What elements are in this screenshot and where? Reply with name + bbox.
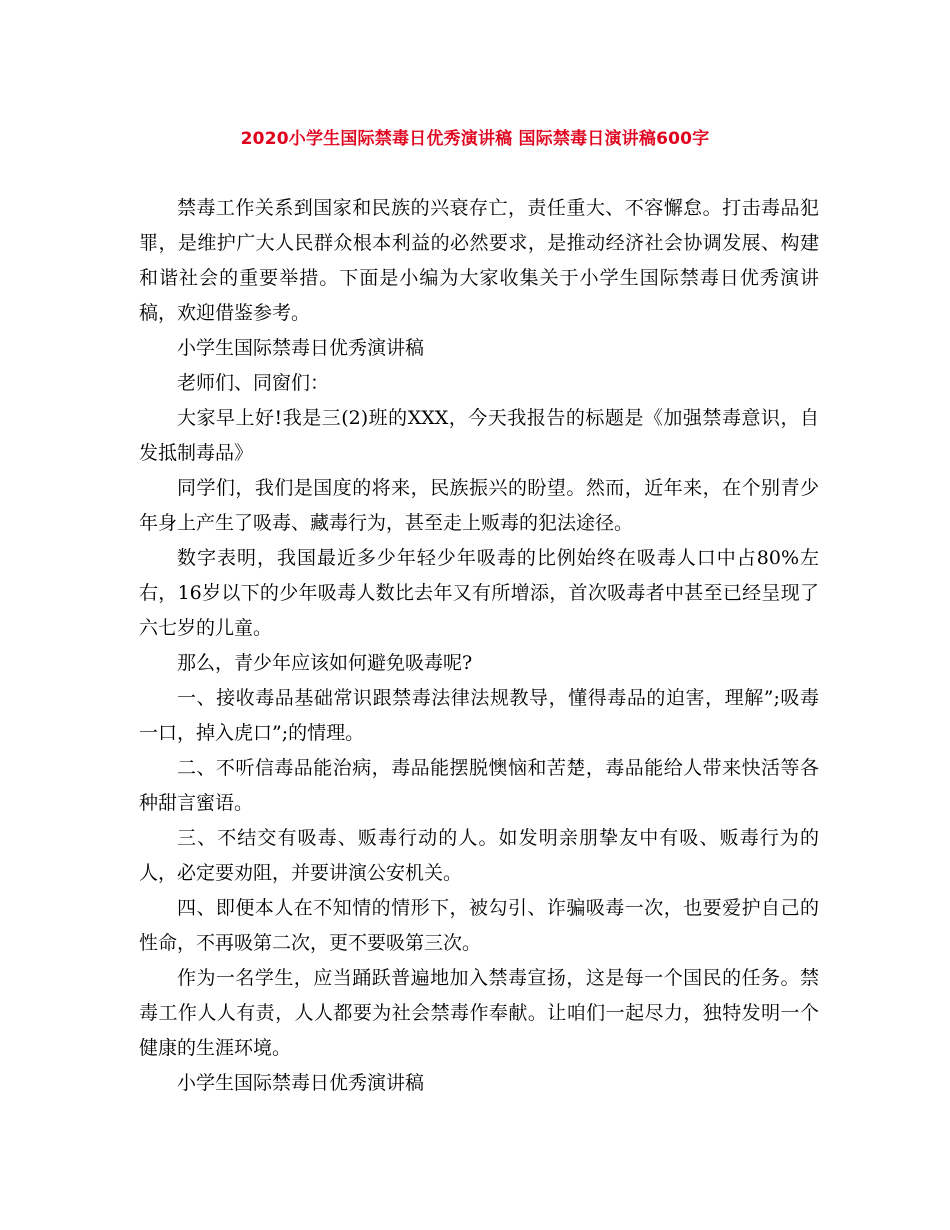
document-body <box>139 191 819 1101</box>
paragraph-point-two: 二、不听信毒品能治病，毒品能摆脱懊恼和苦楚，毒品能给人带来快活等各种甜言蜜语。 <box>139 757 819 814</box>
paragraph-statistics: 数字表明，我国最近多少年轻少年吸毒的比例始终在吸毒人口中占80%左右，16岁以下的少年吸毒人数比去年又有所增添，首次吸毒者中甚至已经呈现了六七岁的儿童。 <box>139 547 819 639</box>
document-title: 2020小学生国际禁毒日优秀演讲稿 国际禁毒日演讲稿600字 <box>240 129 710 149</box>
paragraph-speech-heading-2: 小学生国际禁毒日优秀演讲稿 <box>177 1072 425 1094</box>
paragraph-point-one: 一、接收毒品基础常识跟禁毒法律法规教导，懂得毒品的迫害，理解”;吸毒一口，掉入虎口”;的情理。 <box>139 687 819 744</box>
paragraph-greeting: 老师们、同窗们： <box>177 372 330 394</box>
paragraph-point-three: 三、不结交有吸毒、贩毒行动的人。如发明亲朋挚友中有吸、贩毒行为的人，必定要劝阻，并要讲演公安机关。 <box>139 827 819 884</box>
paragraph-intro: 禁毒工作关系到国家和民族的兴衰存亡，责任重大、不容懈怠。打击毒品犯罪，是维护广大人民群众根本利益的必然要求，是推动经济社会协调发展、构建和谐社会的重要举措。下面是小编为大家收集关于小学生国际禁毒日优秀演讲稿，欢迎借鉴参考。 <box>139 197 819 324</box>
paragraph-youth: 同学们，我们是国度的将来，民族振兴的盼望。然而，近年来，在个别青少年身上产生了吸毒、藏毒行为，甚至走上贩毒的犯法途径。 <box>139 477 819 534</box>
paragraph-point-four: 四、即便本人在不知情的情形下，被勾引、诈骗吸毒一次，也要爱护自己的性命，不再吸第二次，更不要吸第三次。 <box>139 897 819 954</box>
paragraph-speech-heading: 小学生国际禁毒日优秀演讲稿 <box>177 337 425 359</box>
paragraph-opening: 大家早上好!我是三(2)班的XXX，今天我报告的标题是《加强禁毒意识，自发抵制毒品》 <box>139 407 819 464</box>
paragraph-conclusion: 作为一名学生，应当踊跃普遍地加入禁毒宣扬，这是每一个国民的任务。禁毒工作人人有责，人人都要为社会禁毒作奉献。让咱们一起尽力，独特发明一个健康的生涯环境。 <box>139 967 819 1059</box>
paragraph-question: 那么，青少年应该如何避免吸毒呢? <box>177 652 473 674</box>
